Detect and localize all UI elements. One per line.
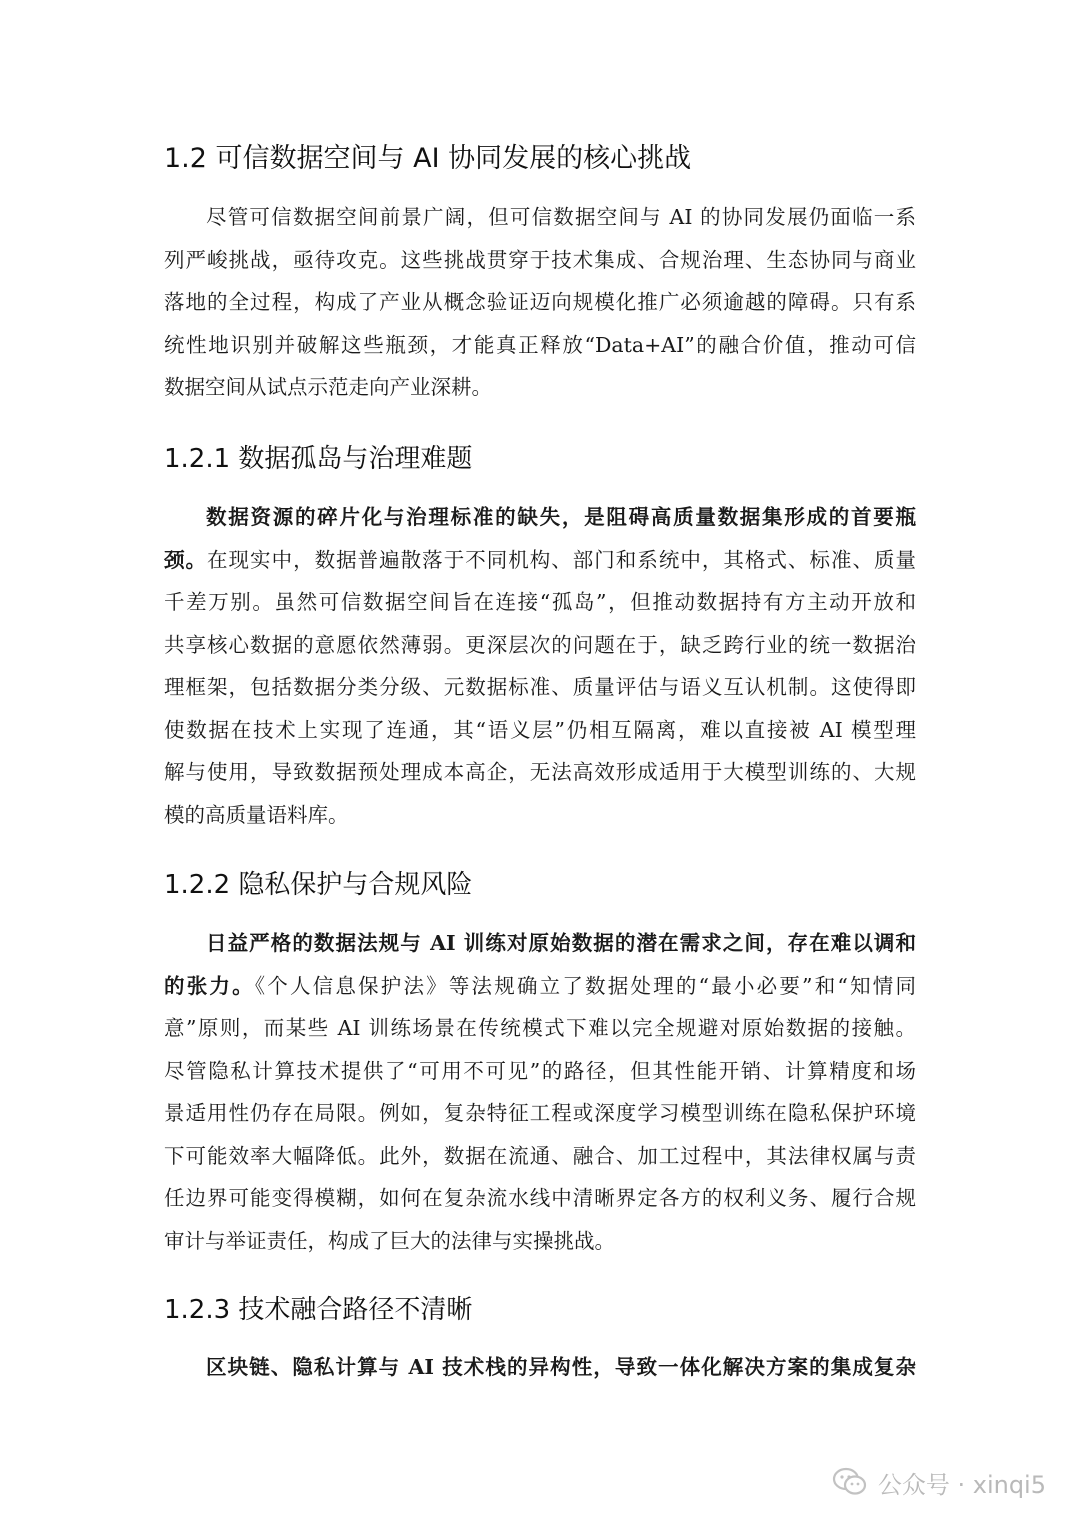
text-line: 景适用性仍存在局限。例如，复杂特征工程或深度学习模型训练在隐私保护环境 — [164, 1101, 916, 1125]
section-heading-1-2-1: 1.2.1 数据孤岛与治理难题 — [164, 444, 473, 474]
paragraph-privacy-compliance — [164, 922, 916, 1262]
watermark-text: 公众号 · xinqi5 — [877, 1470, 1046, 1499]
text-line: 使数据在技术上实现了连通，其“语义层”仍相互隔离，难以直接被 AI 模型理 — [164, 717, 916, 742]
text-line: 落地的全过程，构成了产业从概念验证迈向规模化推广必须逾越的障碍。只有系 — [164, 290, 916, 314]
section-heading-1-2-3: 1.2.3 技术融合路径不清晰 — [164, 1295, 473, 1325]
text-segment: 在现实中，数据普遍散落于不同机构、部门和系统中，其格式、标准、质量 — [207, 547, 916, 572]
text-line: 下可能效率大幅降低。此外，数据在流通、融合、加工过程中，其法律权属与责 — [164, 1143, 916, 1168]
bold-lead-line: 区块链、隐私计算与 AI 技术栈的异构性，导致一体化解决方案的集成复杂 — [206, 1355, 916, 1379]
text-line: 尽管隐私计算技术提供了“可用不可见”的路径，但其性能开销、计算精度和场 — [164, 1058, 916, 1083]
text-line: 共享核心数据的意愿依然薄弱。更深层次的问题在于，缺乏跨行业的统一数据治 — [164, 632, 916, 657]
wechat-icon — [832, 1467, 868, 1497]
text-line: 意”原则，而某些 AI 训练场景在传统模式下难以完全规避对原始数据的接触。 — [164, 1016, 916, 1040]
text-line — [164, 539, 916, 582]
paragraph-data-silos — [164, 496, 916, 836]
text-line: 审计与举证责任，构成了巨大的法律与实操挑战。 — [164, 1228, 615, 1253]
text-line: 统性地识别并破解这些瓶颈，才能真正释放“Data+AI”的融合价值，推动可信 — [164, 332, 916, 357]
paragraph-overview — [164, 196, 916, 409]
section-heading-1-2-2: 1.2.2 隐私保护与合规风险 — [164, 870, 473, 900]
text-line: 模的高质量语料库。 — [164, 802, 349, 827]
bold-lead-line: 日益严格的数据法规与 AI 训练对原始数据的潜在需求之间，存在难以调和 — [206, 931, 916, 955]
text-line: 解与使用，导致数据预处理成本高企，无法高效形成适用于大模型训练的、大规 — [164, 760, 916, 784]
text-line: 数据空间从试点示范走向产业深耕。 — [164, 375, 492, 399]
text-line — [164, 965, 916, 1008]
text-line: 任边界可能变得模糊，如何在复杂流水线中清晰界定各方的权利义务、履行合规 — [164, 1186, 916, 1210]
text-line: 理框架，包括数据分类分级、元数据标准、质量评估与语义互认机制。这使得即 — [164, 675, 916, 699]
bold-lead-line: 数据资源的碎片化与治理标准的缺失，是阻碍高质量数据集形成的首要瓶 — [206, 505, 916, 529]
text-line: 列严峻挑战，亟待攻克。这些挑战贯穿于技术集成、合规治理、生态协同与商业 — [164, 247, 916, 272]
text-line: 尽管可信数据空间前景广阔，但可信数据空间与 AI 的协同发展仍面临一系 — [206, 205, 916, 229]
paragraph-tech-integration — [164, 1346, 916, 1389]
wechat-watermark — [832, 1462, 1046, 1502]
bold-lead-tail: 颈。 — [164, 547, 208, 572]
section-heading-1-2: 1.2 可信数据空间与 AI 协同发展的核心挑战 — [164, 143, 692, 174]
text-segment: 《个人信息保护法》等法规确立了数据处理的“最小必要”和“知情同 — [254, 973, 916, 998]
text-line: 千差万别。虽然可信数据空间旨在连接“孤岛”，但推动数据持有方主动开放和 — [164, 590, 916, 614]
bold-lead-tail: 的张力。 — [164, 973, 255, 998]
